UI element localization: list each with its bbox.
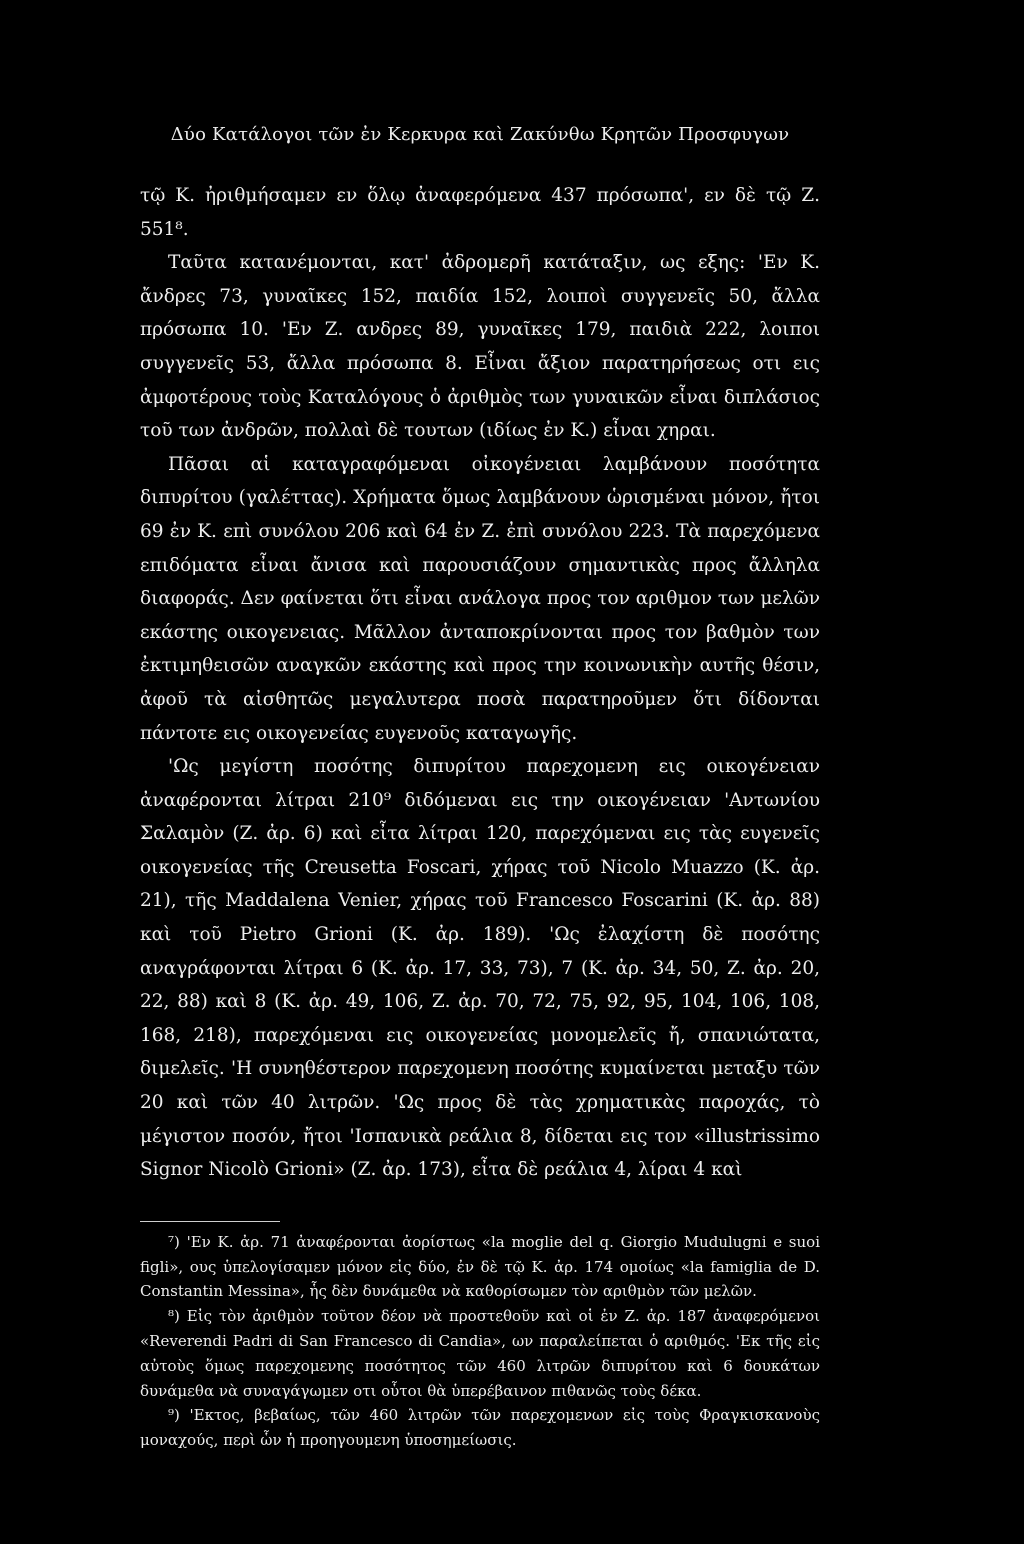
paragraph-3: Πᾶσαι αἱ καταγραφόμεναι οἰκογένειαι λαμβάνουν ποσότητα διπυρίτου (γαλέττας). Χρήματα ὅμως λαμβάνουν ὡρισμέναι μόνον, ἤτοι 69 ἐν Κ. επὶ συνόλου 206 καὶ 64 ἐν Ζ. ἐπὶ συνόλου 223. Τὰ παρεχόμενα επιδόματα εἶναι ἄνισα καὶ παρουσιάζουν σημαντικὰς προς ἄλληλα διαφοράς. Δεν φαίνεται ὅτι εἶναι ανάλογα προς τον αριθμον των μελῶν εκάστης οικογενειας. Μᾶλλον ἀνταποκρίνονται προς τον βαθμὸν των ἐκτιμηθεισῶν αναγκῶν εκάστης καὶ προς την κοινωνικὴν αυτῆς θέσιν, ἀφοῦ τὰ αἰσθητῶς μεγαλυτερα ποσὰ παρατηροῦμεν ὅτι δίδονται πάντοτε εις οικογενείας ευγενοῦς καταγωγῆς. <box>140 453 820 744</box>
footnotes <box>140 1230 820 1453</box>
paragraph-2: Ταῦτα κατανέμονται, κατ' ἀδρομερῆ κατάταξιν, ως εξης: 'Εν Κ. ἄνδρες 73, γυναῖκες 152, παιδία 152, λοιποὶ συγγενεῖς 50, ἄλλα πρόσωπα 10. 'Εν Ζ. ανδρες 89, γυναῖκες 179, παιδιὰ 222, λοιποι συγγενεῖς 53, ἄλλα πρόσωπα 8. Εἶναι ἄξιον παρατηρήσεως οτι εις ἀμφοτέρους τοὺς Καταλόγους ὁ ἀριθμὸς των γυναικῶν εἶναι διπλάσιος τοῦ των ἀνδρῶν, πολλαὶ δὲ τουτων (ιδίως ἐν Κ.) εἶναι χηραι. <box>140 252 820 442</box>
main-text <box>140 179 820 1187</box>
book-page <box>140 124 820 1453</box>
footnote-8: ⁸) Εἰς τὸν ἀριθμὸν τοῦτον δέον νὰ προστεθοῦν καὶ οἱ ἐν Ζ. ἀρ. 187 ἀναφερόμενοι «Reverendi Padri di San Francesco di Candia», ων παραλείπεται ὁ αριθμός. 'Εκ τῆς εἰς αὐτοὺς ὅμως παρεχομενης ποσότητος τῶν 460 λιτρῶν διπυρίτου καὶ 6 δουκάτων δυνάμεθα νὰ συναγάγωμεν οτι οὗτοι θὰ ὑπερέβαινον πιθανῶς τοὺς δέκα. <box>140 1307 820 1400</box>
footnote-divider <box>140 1221 280 1222</box>
footnote-7: ⁷) 'Εν Κ. ἀρ. 71 ἀναφέρονται ἀορίστως «la moglie del q. Giorgio Mudulugni e suoi figli», ους ὑπελογίσαμεν μόνον εἰς δύο, ἐν δὲ τῷ Κ. ἀρ. 174 ομοίως «la famiglia de D. Constantin Messina», ἧς δὲν δυνάμεθα νὰ καθορίσωμεν τὸν αριθμὸν τῶν μελῶν. <box>140 1232 820 1301</box>
paragraph-4: 'Ως μεγίστη ποσότης διπυρίτου παρεχομενη εις οικογένειαν ἀναφέρονται λίτραι 210⁹ διδόμεναι εις την οικογένειαν 'Αντωνίου Σαλαμὸν (Ζ. ἀρ. 6) καὶ εἶτα λίτραι 120, παρεχόμεναι εις τὰς ευγενεῖς οικογενείας τῆς Creusetta Foscari, χήρας τοῦ Nicolo Muazzo (Κ. ἀρ. 21), τῆς Maddalena Venier, χήρας τοῦ Francesco Foscarini (Κ. ἀρ. 88) καὶ τοῦ Pietro Grioni (Κ. ἀρ. 189). 'Ως ἐλαχίστη δὲ ποσότης αναγράφονται λίτραι 6 (Κ. ἀρ. 17, 33, 73), 7 (Κ. ἀρ. 34, 50, Ζ. ἀρ. 20, 22, 88) καὶ 8 (Κ. ἀρ. 49, 106, Ζ. ἀρ. 70, 72, 75, 92, 95, 104, 106, 108, 168, 218), παρεχόμεναι εις οικογενείας μονομελεῖς ἤ, σπανιώτατα, διμελεῖς. 'Η συνηθέστερον παρεχομενη ποσότης κυμαίνεται μεταξυ τῶν 20 καὶ τῶν 40 λιτρῶν. 'Ως προς δὲ τὰς χρηματικὰς παροχάς, τὸ μέγιστον ποσόν, ἤτοι 'Ισπανικὰ ρεάλια 8, δίδεται εις τον «illustrissimo Signor Nicolò Grioni» (Ζ. ἀρ. 173), εἶτα δὲ ρεάλια 4, λίραι 4 καὶ <box>140 756 820 1181</box>
running-header: Δύο Κατάλογοι τῶν ἐν Κερκυρα καὶ Ζακύνθω Κρητῶν Προσφυγων <box>170 124 790 145</box>
footnote-9: ⁹) 'Εκτος, βεβαίως, τῶν 460 λιτρῶν τῶν παρεχομενων εἰς τοὺς Φραγκισκανοὺς μοναχούς, περὶ ὧν ἡ προηγουμενη ὑποσημείωσις. <box>140 1406 820 1450</box>
paragraph-1: τῷ Κ. ἠριθμήσαμεν εν ὅλῳ ἀναφερόμενα 437 πρόσωπα', εν δὲ τῷ Ζ. 551⁸. <box>140 185 820 240</box>
